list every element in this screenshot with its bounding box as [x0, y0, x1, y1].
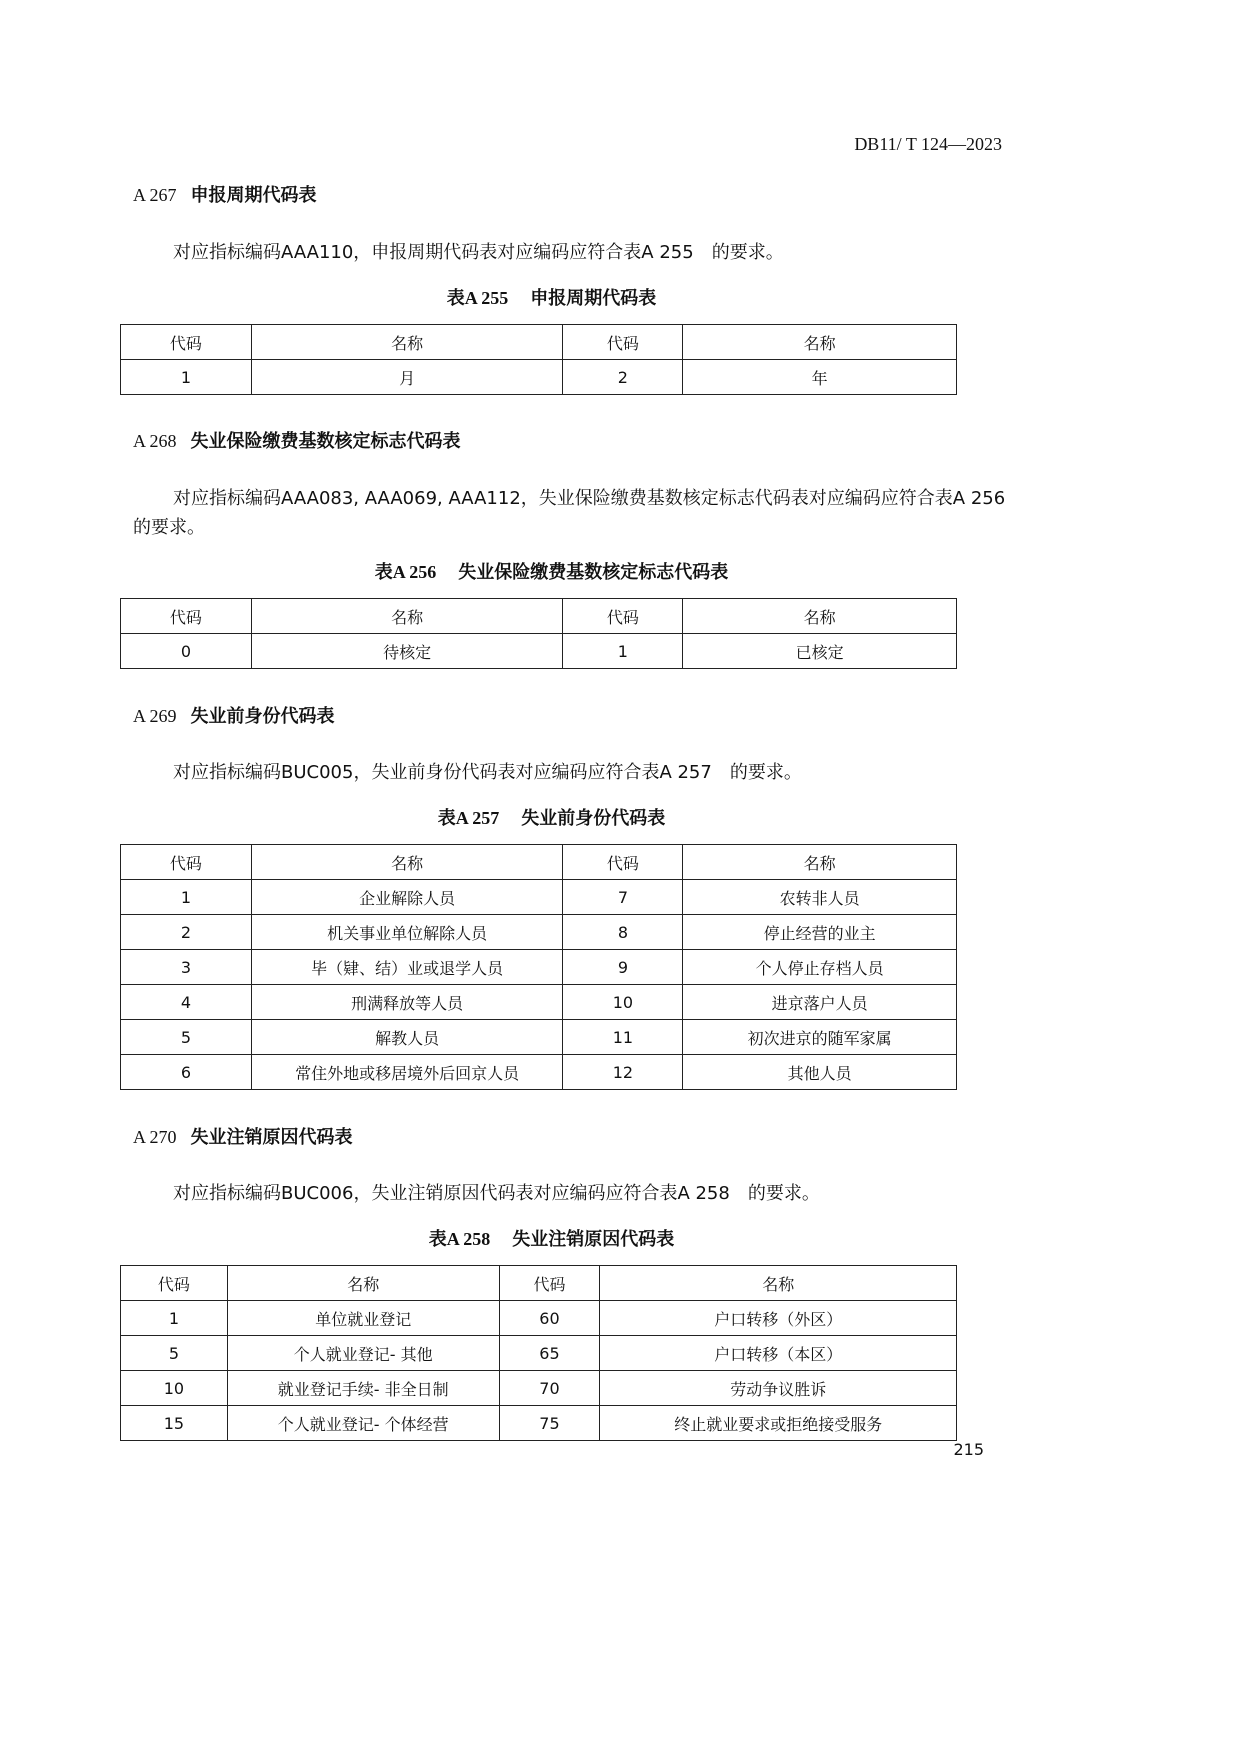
header-cell-name: 名称 [600, 1266, 957, 1301]
cell-code: 15 [121, 1406, 228, 1441]
cell-code: 60 [499, 1301, 600, 1336]
cell-name: 其他人员 [683, 1055, 957, 1090]
header-cell-code: 代码 [121, 599, 252, 634]
cell-name: 常住外地或移居境外后回京人员 [251, 1055, 563, 1090]
section-number: A 269 [133, 706, 177, 726]
header-cell-name: 名称 [227, 1266, 499, 1301]
code-table-a258 [120, 1265, 957, 1441]
cell-code: 1 [563, 634, 683, 669]
cell-code: 10 [121, 1371, 228, 1406]
table-caption-a258 [0, 1225, 1103, 1251]
document-code: DB11/ T 124—2023 [854, 134, 1002, 154]
section-title: 失业前身份代码表 [190, 706, 335, 727]
table-row [121, 1336, 957, 1371]
table-caption-a255 [0, 284, 1103, 310]
cell-name: 个人就业登记- 个体经营 [227, 1406, 499, 1441]
header-cell-name: 名称 [251, 325, 563, 360]
table-row [121, 1371, 957, 1406]
section-heading-a270 [133, 1123, 353, 1149]
section-paragraph-a267: 对应指标编码AAA110，申报周期代码表对应编码应符合表A 255 的要求。 [173, 242, 784, 263]
caption-prefix: 表A 257 [437, 808, 500, 828]
cell-name: 刑满释放等人员 [251, 985, 563, 1020]
header-cell-name: 名称 [251, 845, 563, 880]
cell-name: 初次进京的随军家属 [683, 1020, 957, 1055]
table-caption-a257 [0, 804, 1103, 830]
caption-prefix: 表A 256 [374, 562, 437, 582]
header-cell-code: 代码 [563, 599, 683, 634]
cell-name: 解教人员 [251, 1020, 563, 1055]
caption-title: 申报周期代码表 [530, 288, 657, 309]
section-number: A 270 [133, 1127, 177, 1147]
table-row [121, 1301, 957, 1336]
section-number: A 268 [133, 431, 177, 451]
cell-name: 毕（肄、结）业或退学人员 [251, 950, 563, 985]
cell-name: 月 [251, 360, 563, 395]
header-cell-name: 名称 [683, 599, 957, 634]
caption-title: 失业保险缴费基数核定标志代码表 [458, 562, 729, 583]
cell-name: 劳动争议胜诉 [600, 1371, 957, 1406]
cell-name: 进京落户人员 [683, 985, 957, 1020]
header-cell-name: 名称 [251, 599, 563, 634]
cell-code: 1 [121, 360, 252, 395]
cell-code: 75 [499, 1406, 600, 1441]
table-row [121, 360, 957, 395]
table-row [121, 985, 957, 1020]
cell-name: 单位就业登记 [227, 1301, 499, 1336]
cell-name: 待核定 [251, 634, 563, 669]
cell-code: 12 [563, 1055, 683, 1090]
cell-name: 年 [683, 360, 957, 395]
cell-code: 0 [121, 634, 252, 669]
header-cell-name: 名称 [683, 845, 957, 880]
caption-title: 失业注销原因代码表 [512, 1229, 675, 1250]
cell-name: 终止就业要求或拒绝接受服务 [600, 1406, 957, 1441]
header-cell-code: 代码 [563, 325, 683, 360]
table-caption-a256 [0, 558, 1103, 584]
cell-code: 6 [121, 1055, 252, 1090]
section-number: A 267 [133, 185, 177, 205]
cell-name: 已核定 [683, 634, 957, 669]
header-cell-code: 代码 [121, 845, 252, 880]
cell-code: 2 [563, 360, 683, 395]
section-heading-a267 [133, 181, 317, 207]
cell-name: 个人就业登记- 其他 [227, 1336, 499, 1371]
cell-name: 户口转移（外区） [600, 1301, 957, 1336]
header-cell-code: 代码 [499, 1266, 600, 1301]
cell-code: 5 [121, 1020, 252, 1055]
code-table-a256 [120, 598, 957, 669]
cell-code: 7 [563, 880, 683, 915]
table-row [121, 1055, 957, 1090]
table-row [121, 634, 957, 669]
section-title: 申报周期代码表 [190, 185, 317, 206]
cell-code: 9 [563, 950, 683, 985]
header-cell-code: 代码 [121, 1266, 228, 1301]
section-title: 失业注销原因代码表 [190, 1127, 353, 1148]
table-row [121, 1406, 957, 1441]
table-row [121, 1020, 957, 1055]
cell-code: 65 [499, 1336, 600, 1371]
code-table-a257 [120, 844, 957, 1090]
cell-code: 10 [563, 985, 683, 1020]
caption-title: 失业前身份代码表 [521, 808, 666, 829]
cell-code: 2 [121, 915, 252, 950]
section-paragraph-a270: 对应指标编码BUC006，失业注销原因代码表对应编码应符合表A 258 的要求。 [173, 1183, 820, 1204]
cell-name: 企业解除人员 [251, 880, 563, 915]
code-table-a255 [120, 324, 957, 395]
caption-prefix: 表A 258 [428, 1229, 491, 1249]
cell-code: 1 [121, 880, 252, 915]
cell-name: 户口转移（本区） [600, 1336, 957, 1371]
cell-code: 1 [121, 1301, 228, 1336]
cell-name: 机关事业单位解除人员 [251, 915, 563, 950]
table-header-row [121, 1266, 957, 1301]
section-paragraph-a268: 对应指标编码AAA083, AAA069, AAA112，失业保险缴费基数核定标志代码表对应编码应符合表A 256的要求。 [133, 488, 1006, 538]
header-cell-code: 代码 [563, 845, 683, 880]
cell-name: 就业登记手续- 非全日制 [227, 1371, 499, 1406]
cell-code: 3 [121, 950, 252, 985]
header-cell-code: 代码 [121, 325, 252, 360]
table-row [121, 880, 957, 915]
table-header-row [121, 599, 957, 634]
section-paragraph-a269: 对应指标编码BUC005，失业前身份代码表对应编码应符合表A 257 的要求。 [173, 762, 802, 783]
cell-name: 农转非人员 [683, 880, 957, 915]
cell-name: 停止经营的业主 [683, 915, 957, 950]
cell-name: 个人停止存档人员 [683, 950, 957, 985]
cell-code: 4 [121, 985, 252, 1020]
table-row [121, 950, 957, 985]
cell-code: 8 [563, 915, 683, 950]
table-row [121, 915, 957, 950]
header-cell-name: 名称 [683, 325, 957, 360]
page-number: 215 [953, 1440, 984, 1459]
cell-code: 11 [563, 1020, 683, 1055]
section-title: 失业保险缴费基数核定标志代码表 [190, 431, 461, 452]
table-header-row [121, 845, 957, 880]
table-header-row [121, 325, 957, 360]
cell-code: 70 [499, 1371, 600, 1406]
caption-prefix: 表A 255 [446, 288, 509, 308]
section-heading-a269 [133, 702, 335, 728]
cell-code: 5 [121, 1336, 228, 1371]
section-heading-a268 [133, 427, 461, 453]
